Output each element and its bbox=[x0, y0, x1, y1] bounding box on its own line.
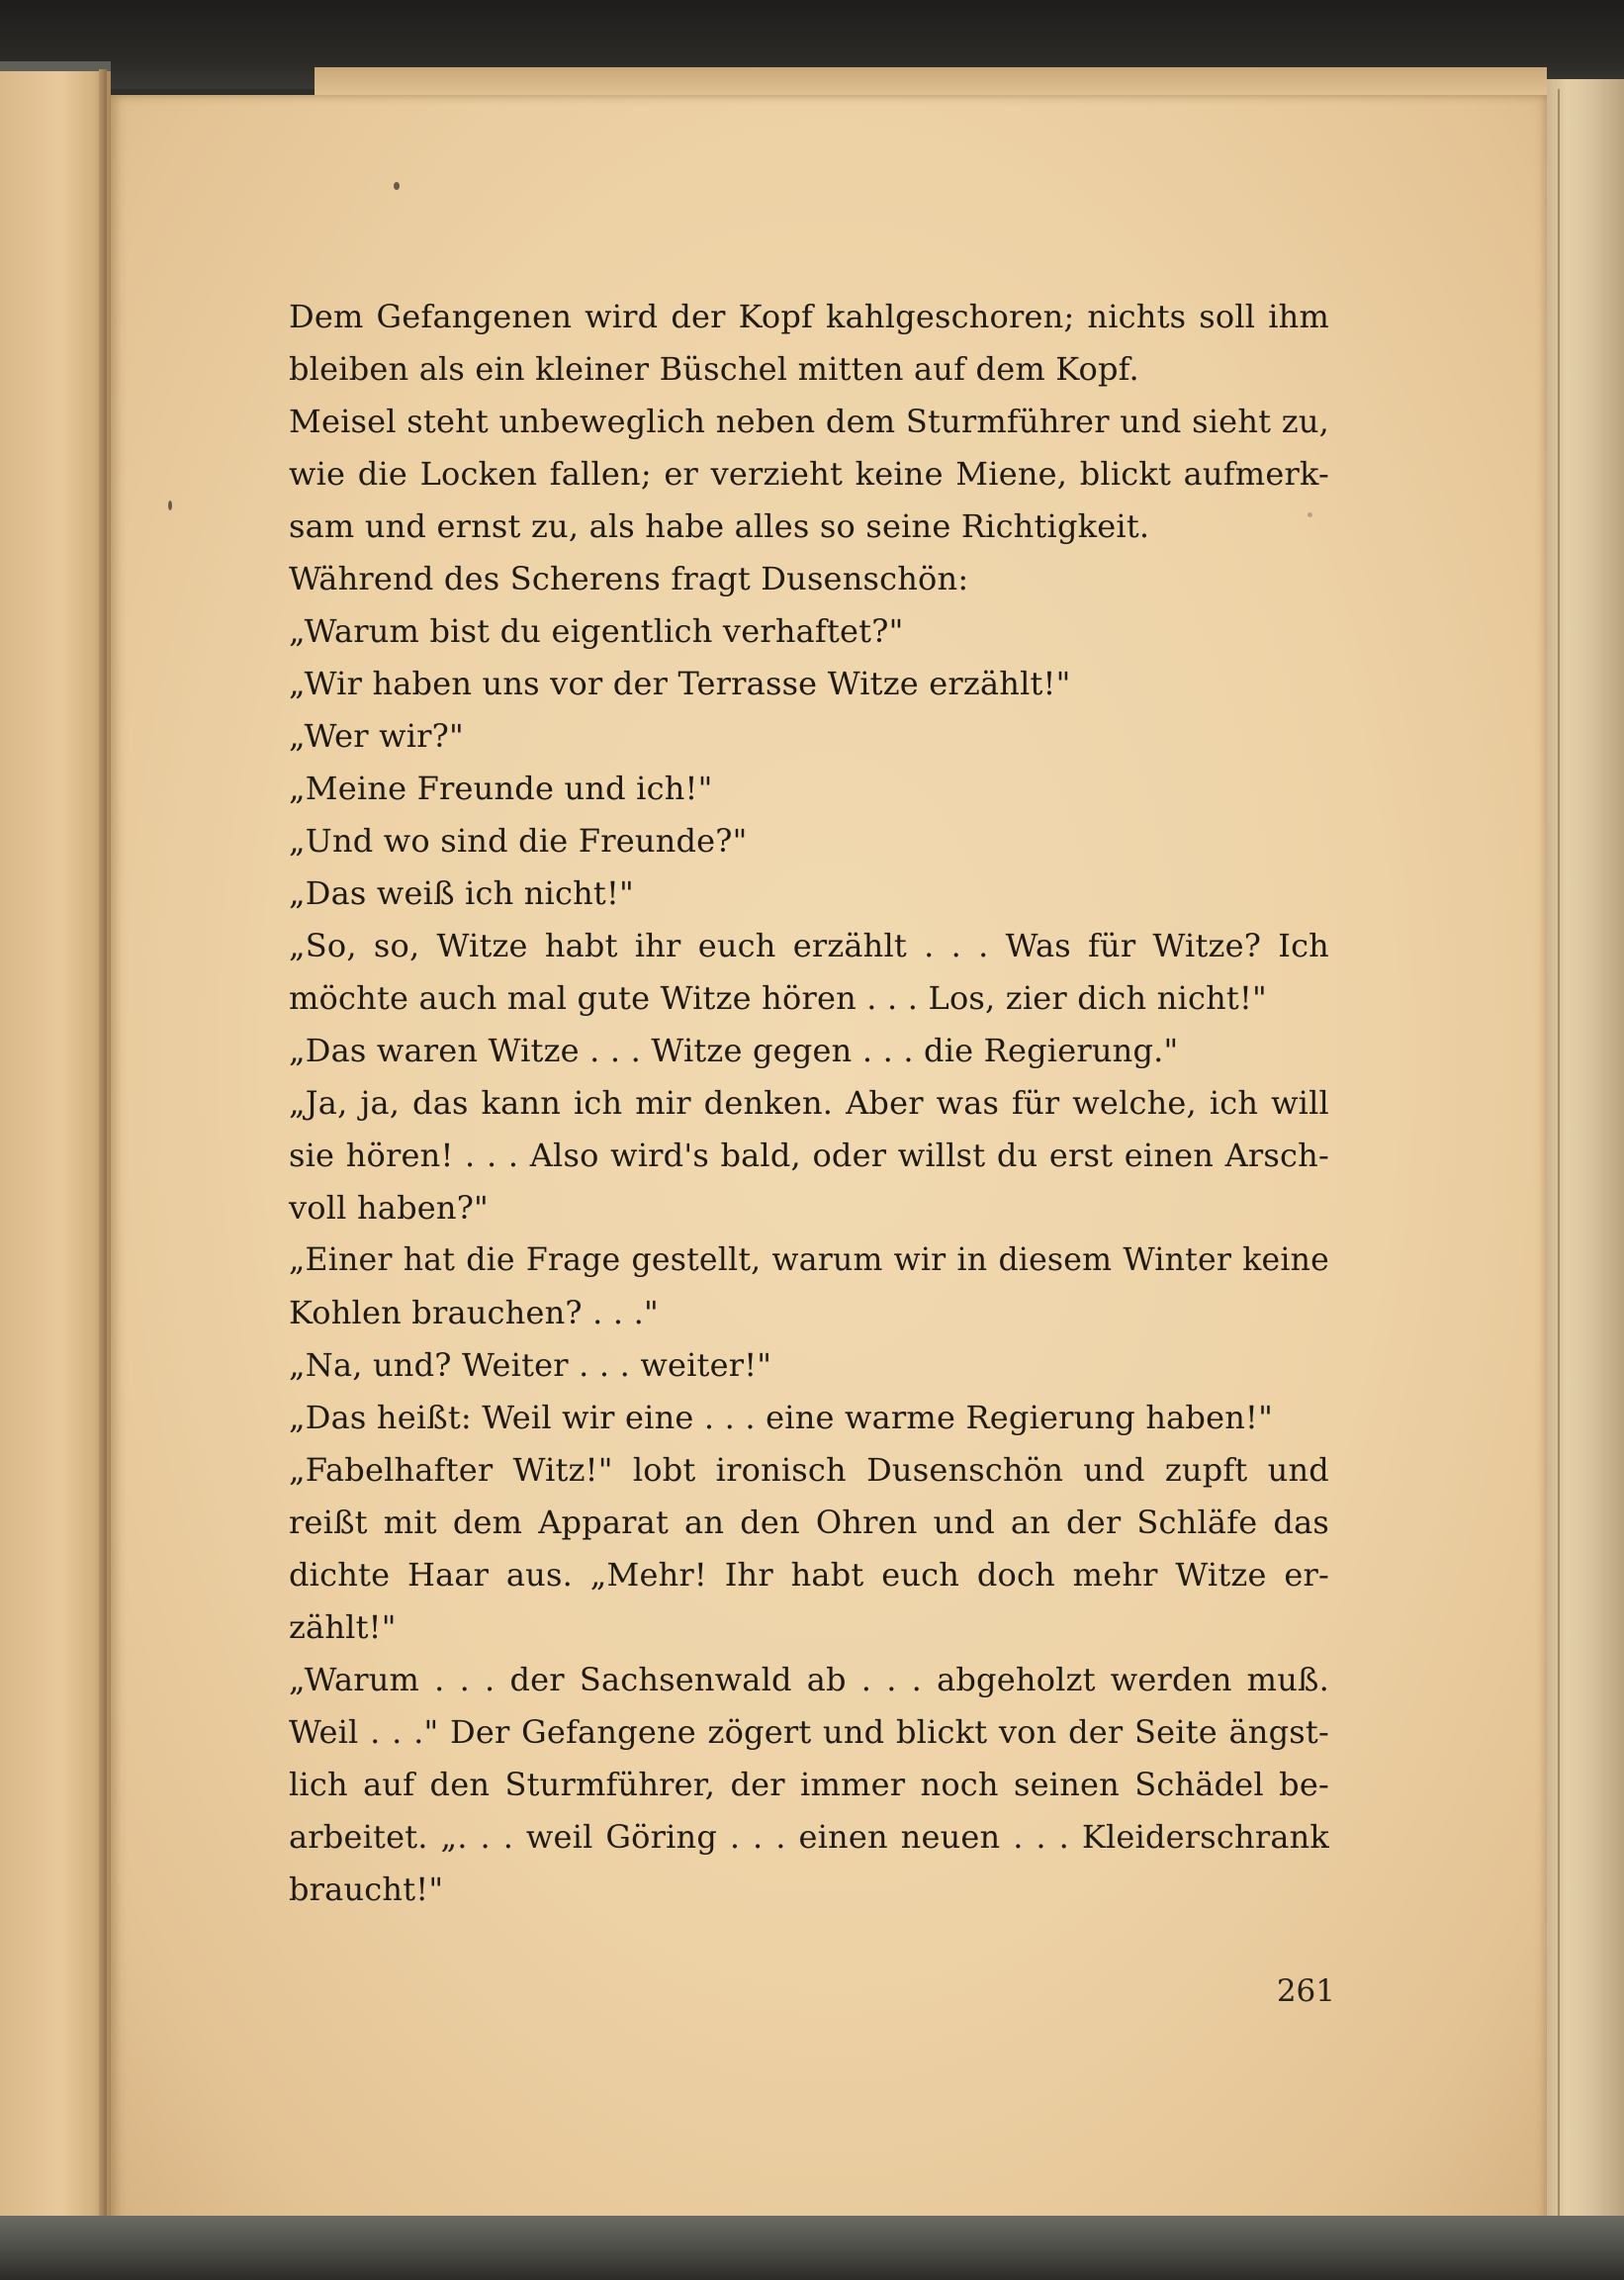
facing-page-edge bbox=[99, 69, 107, 2226]
text-line: zählt!" bbox=[289, 1608, 397, 1646]
text-line: möchte auch mal gute Witze hören . . . Los, zier dich nicht!" bbox=[289, 979, 1267, 1017]
page-stack-right bbox=[1543, 79, 1624, 2235]
paper-speck bbox=[168, 501, 172, 510]
text-line: „So, so, Witze habt ihr euch erzählt . . . Was für Witze? Ich bbox=[289, 927, 1329, 964]
text-line: „Einer hat die Frage gestellt, warum wir in diesem Winter keine bbox=[289, 1242, 1329, 1278]
text-line: Weil . . ." Der Gefangene zögert und blickt von der Seite ängst- bbox=[289, 1713, 1329, 1751]
text-line: Dem Gefangenen wird der Kopf kahlgeschoren; nichts soll ihm bbox=[289, 298, 1329, 335]
body-text bbox=[289, 291, 1329, 1916]
scan-background-bottom bbox=[0, 2216, 1624, 2280]
text-line: Kohlen brauchen? . . ." bbox=[289, 1294, 659, 1331]
text-line: lich auf den Sturmführer, der immer noch seinen Schädel be- bbox=[289, 1766, 1329, 1803]
text-line: arbeitet. „. . . weil Göring . . . einen neuen . . . Kleiderschrank bbox=[289, 1818, 1329, 1856]
text-line: voll haben?" bbox=[289, 1189, 489, 1227]
text-line: bleiben als ein kleiner Büschel mitten auf dem Kopf. bbox=[289, 350, 1139, 388]
text-line: dichte Haar aus. „Mehr! Ihr habt euch doch mehr Witze er- bbox=[289, 1556, 1329, 1594]
text-line: „Meine Freunde und ich!" bbox=[289, 770, 713, 807]
text-line: braucht!" bbox=[289, 1870, 444, 1908]
text-line: „Warum bist du eigentlich verhaftet?" bbox=[289, 612, 904, 650]
text-line: „Wir haben uns vor der Terrasse Witze erzählt!" bbox=[289, 665, 1071, 702]
text-line: Während des Scherens fragt Dusenschön: bbox=[289, 560, 969, 597]
text-line: sam und ernst zu, als habe alles so seine Richtigkeit. bbox=[289, 507, 1150, 545]
text-line: „Und wo sind die Freunde?" bbox=[289, 822, 748, 860]
text-line: „Das weiß ich nicht!" bbox=[289, 874, 634, 912]
page-stack-line bbox=[1558, 89, 1560, 2226]
text-line: „Das waren Witze . . . Witze gegen . . . die Regierung." bbox=[289, 1032, 1179, 1069]
text-line: „Na, und? Weiter . . . weiter!" bbox=[289, 1346, 772, 1384]
text-line: sie hören! . . . Also wird's bald, oder willst du erst einen Arsch- bbox=[289, 1137, 1329, 1174]
text-line: „Warum . . . der Sachsenwald ab . . . abgeholzt werden muß. bbox=[289, 1661, 1329, 1698]
text-line: Meisel steht unbeweglich neben dem Sturmführer und sieht zu, bbox=[289, 403, 1329, 440]
text-line: „Ja, ja, das kann ich mir denken. Aber was für welche, ich will bbox=[289, 1084, 1329, 1122]
text-line: wie die Locken fallen; er verzieht keine Miene, blickt aufmerk- bbox=[289, 455, 1329, 493]
facing-page-left bbox=[0, 61, 111, 2237]
paper-speck bbox=[394, 182, 400, 190]
text-line: „Das heißt: Weil wir eine . . . eine warme Regierung haben!" bbox=[289, 1399, 1274, 1436]
text-line: reißt mit dem Apparat an den Ohren und an der Schläfe das bbox=[289, 1504, 1329, 1541]
page-number: 261 bbox=[1276, 1973, 1335, 2009]
text-line: „Fabelhafter Witz!" lobt ironisch Dusenschön und zupft und bbox=[289, 1451, 1329, 1489]
text-line: „Wer wir?" bbox=[289, 717, 464, 755]
